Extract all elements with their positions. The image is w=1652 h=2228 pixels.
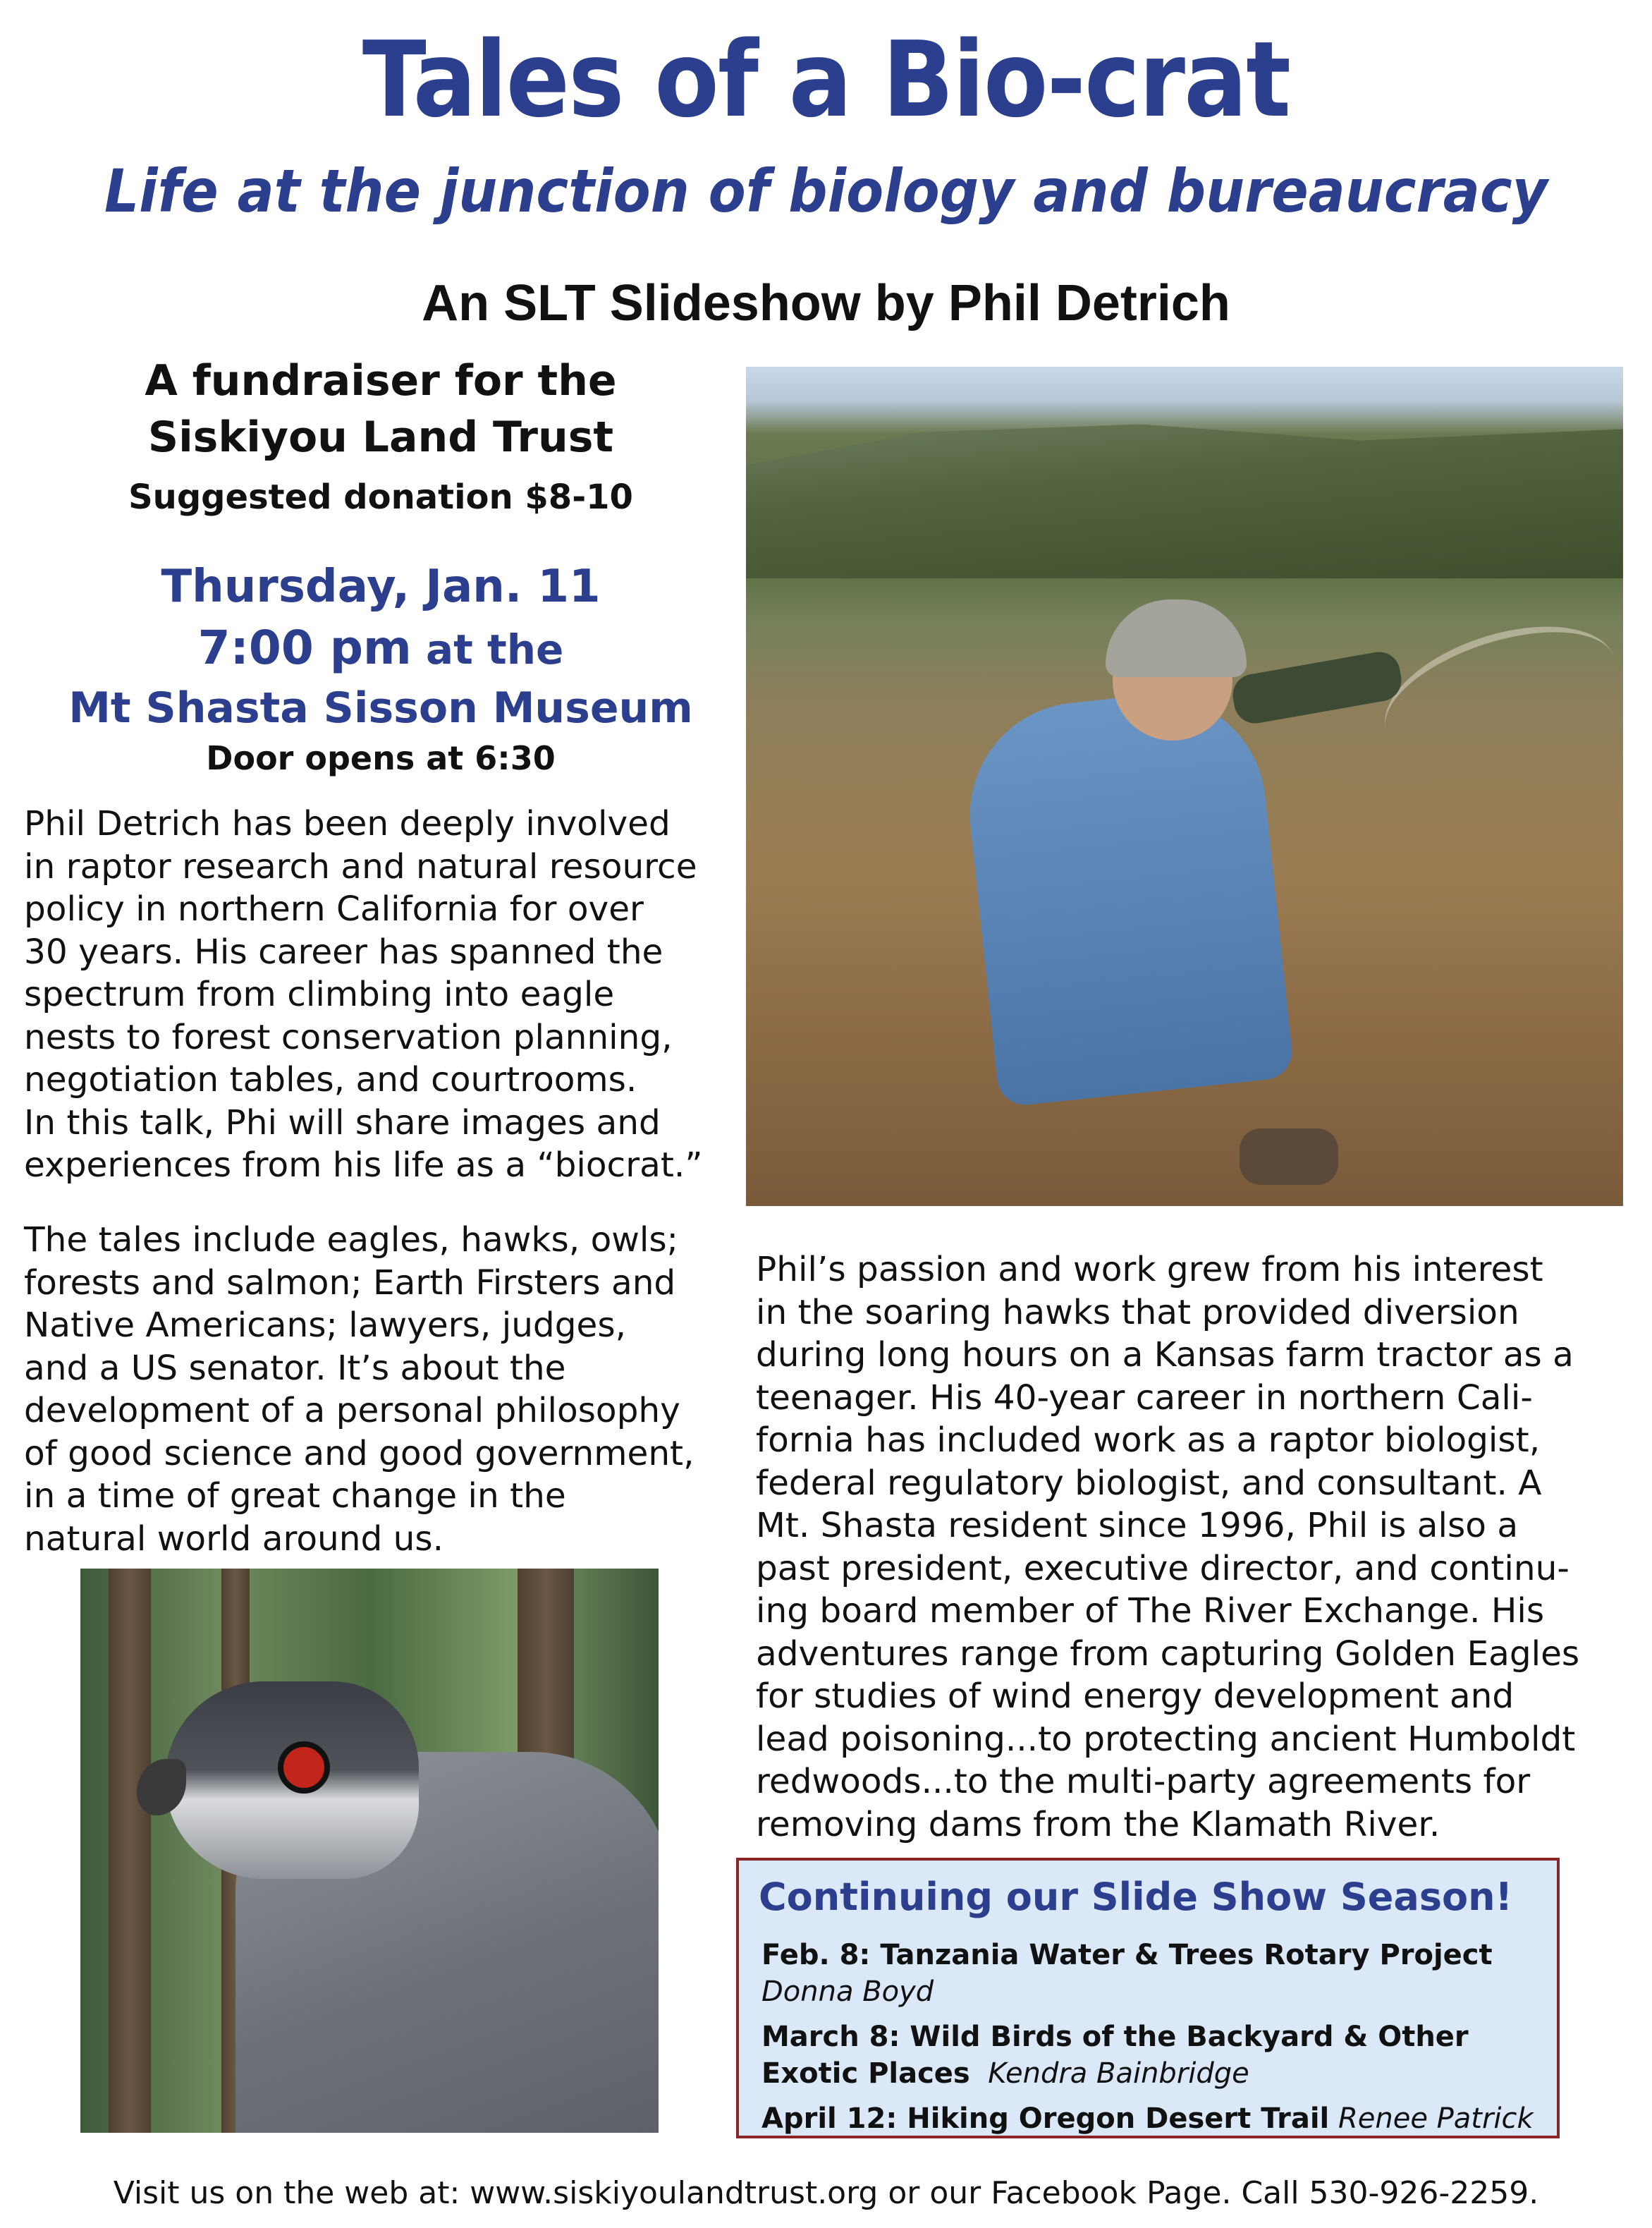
season-item-1-speaker: Donna Boyd <box>761 1976 934 2008</box>
season-item-2-title-cont: Exotic Places Kendra Bainbridge <box>761 2057 1249 2090</box>
slideshow-byline: An SLT Slideshow by Phil Detrich <box>422 275 1230 331</box>
flyer-subtitle: Life at the junction of biology and bureaucracy <box>104 157 1548 226</box>
bio-paragraph-1: Phil Detrich has been deeply involved in raptor research and natural resource policy in northern California for over 30 years. His career has spanned the spectrum from climbing into eagle nests to forest conservation planning, negotiation tables, and courtrooms. In this talk, Phi will share images and experiences from his life as a “biocrat.” <box>24 804 703 1185</box>
event-time: 7:00 pm <box>197 621 412 675</box>
event-time-line <box>28 618 733 680</box>
speaker-photo <box>746 367 1623 1206</box>
bio-paragraph-2: The tales include eagles, hawks, owls; forests and salmon; Earth Firsters and Native Americans; lawyers, judges, and a US senator. It’s about the development of a personal philosophy of good science and good government, in a time of great change in the natural world around us. <box>24 1220 695 1559</box>
footer-contact: Visit us on the web at: www.siskiyoulandtrust.org or our Facebook Page. Call 530-926-2259. <box>113 2175 1539 2211</box>
hawk-photo <box>80 1569 659 2133</box>
bio-paragraph-3: Phil’s passion and work grew from his interest in the soaring hawks that provided diversion during long hours on a Kansas farm tractor as a teenager. His 40-year career in northern Cali- fornia has included work as a raptor biologist, federal regulatory biologist, and consultant. A Mt. Shasta resident since 1996, Phil is also a past president, executive director, and continu- ing board member of The River Exchange. His adventures range from capturing Golden Eagles for studies of wind energy development and lead poisoning...to protecting ancient Humboldt redwoods...to the multi-party agreements for removing dams from the Klamath River. <box>756 1250 1580 1844</box>
season-item-2-title: March 8: Wild Birds of the Backyard & Other <box>761 2021 1469 2053</box>
season-item-3: April 12: Hiking Oregon Desert Trail Renee Patrick <box>761 2102 1534 2135</box>
event-date: Thursday, Jan. 11 <box>161 561 601 613</box>
season-item-1-title: Feb. 8: Tanzania Water & Trees Rotary Project <box>761 1939 1493 1971</box>
event-venue: Mt Shasta Sisson Museum <box>68 683 693 733</box>
fundraiser-line-1: A fundraiser for the <box>145 356 617 406</box>
suggested-donation: Suggested donation $8-10 <box>128 477 633 517</box>
fundraiser-line-2: Siskiyou Land Trust <box>147 413 614 462</box>
season-title: Continuing our Slide Show Season! <box>759 1875 1513 1919</box>
event-time-suffix: at the <box>411 626 564 674</box>
season-item-2-speaker: Kendra Bainbridge <box>988 2057 1249 2090</box>
flyer-title: Tales of a Bio-crat <box>362 19 1290 140</box>
slide-show-season-box <box>736 1858 1560 2138</box>
season-item-3-speaker: Renee Patrick <box>1338 2102 1534 2135</box>
door-open-time: Door opens at 6:30 <box>206 739 556 777</box>
